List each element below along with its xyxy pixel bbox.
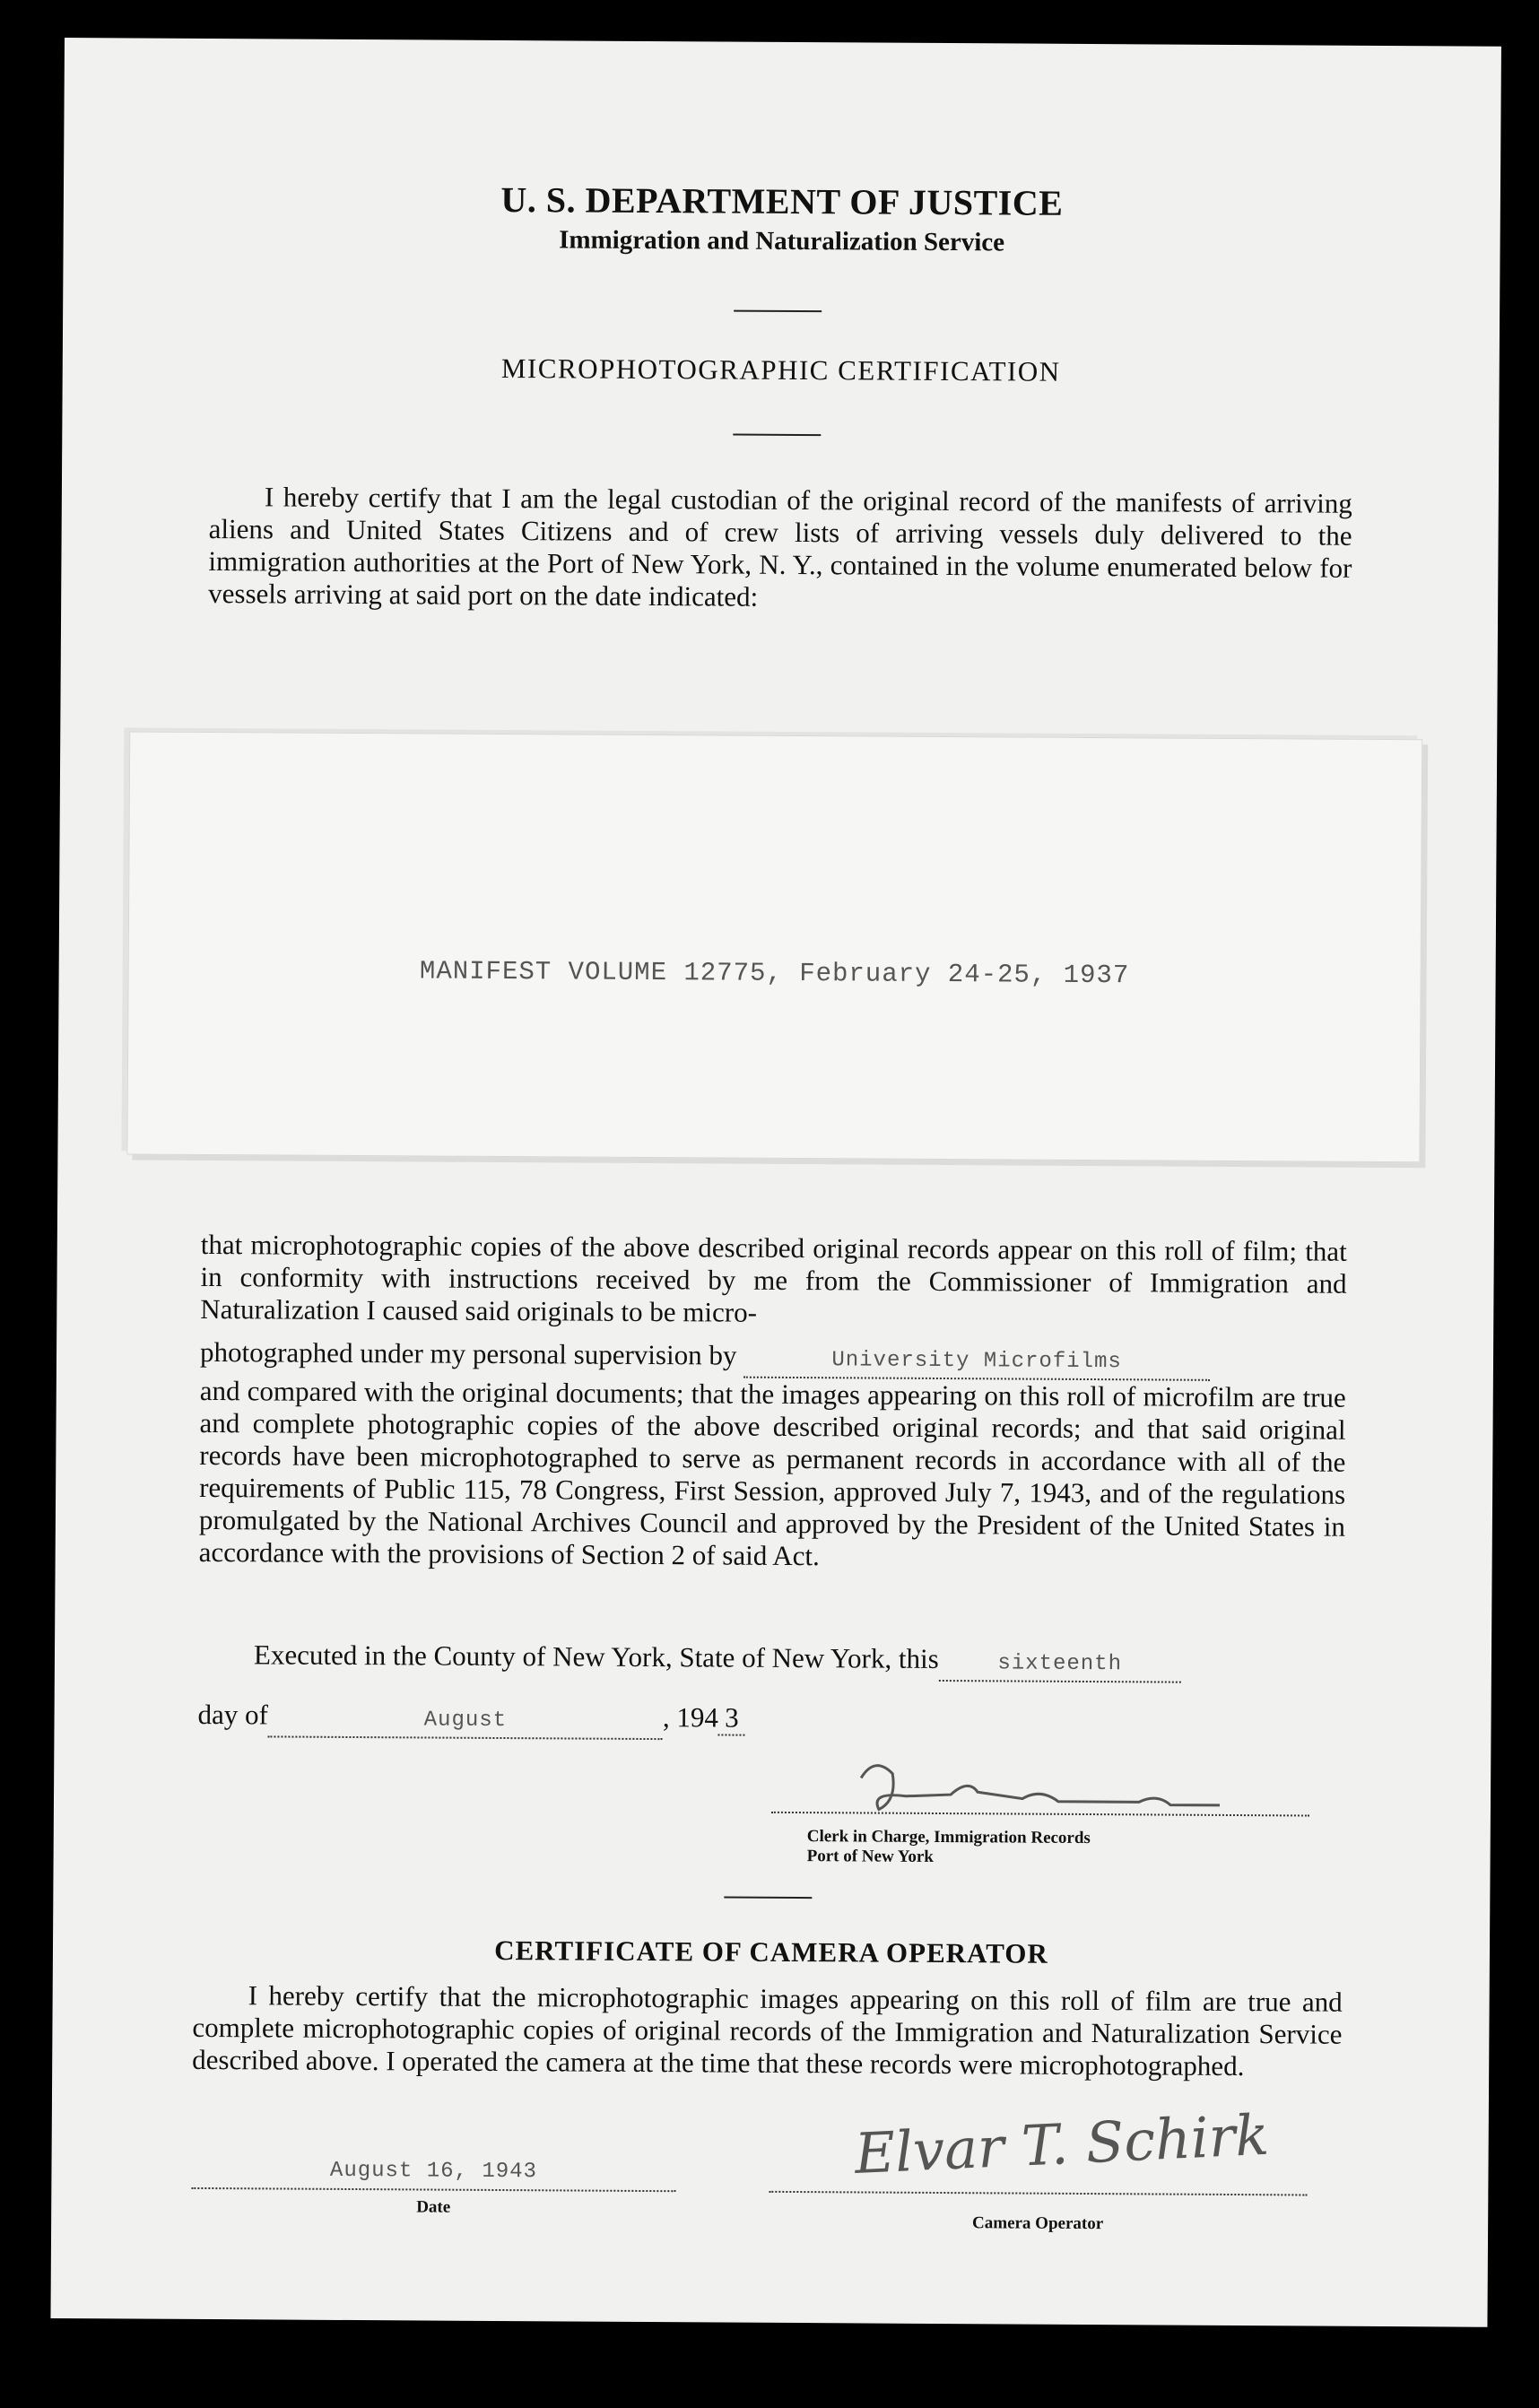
body-paragraph <box>199 1229 1347 1576</box>
camera-text: I hereby certify that the microphotographic images appearing on this roll of film are true and complete microphotographic copies of original records of the Immigration and Naturalization Service described above. I operated the camera at the time that these records were microphotographed. <box>192 1979 1343 2082</box>
day-field: sixteenth <box>939 1647 1181 1683</box>
year-digit-field: 3 <box>718 1701 745 1735</box>
certification-title: MICROPHOTOGRAPHIC CERTIFICATION <box>500 352 1061 387</box>
intro-text: I hereby certify that I am the legal custodian of the original record of the manifests of arriving aliens and United States Citizens and of crew lists of arriving vessels duly delivered to the immigration authorities at the Port of New York, N. Y., contained in the volume enumerated below for vessels arriving at said port on the date indicated: <box>208 481 1352 613</box>
year-prefix: , 194 <box>662 1701 719 1734</box>
certificate-page <box>50 38 1501 2327</box>
execution-prefix: Executed in the County of New York, State of New York, this <box>253 1639 939 1674</box>
camera-date-label: Date <box>416 2197 451 2217</box>
date-line <box>197 1699 1343 1744</box>
camera-operator-line <box>769 2191 1307 2196</box>
camera-date-line <box>191 2187 675 2192</box>
clerk-title <box>807 1827 1309 1869</box>
day-of-label: day of <box>197 1698 269 1731</box>
body-text-1: that microphotographic copies of the above described original records appear on this roll of film; that in conformity with instructions received by me from the Commissioner of Immigration and Naturalization I caused said originals to be micro- <box>200 1228 1347 1328</box>
intro-paragraph <box>208 481 1352 617</box>
manifest-description: MANIFEST VOLUME 12775, February 24-25, 1937 <box>419 956 1130 991</box>
camera-operator-heading: CERTIFICATE OF CAMERA OPERATOR <box>494 1934 1048 1969</box>
body-text-2: and compared with the original documents; that the images appearing on this roll of microfilm are true and complete photographic copies of the above described original records; and that said original records have been microphotographed to serve as permanent records in accordance with all of the requirements of Public 115, 78 Congress, First Session, approved July 7, 1943, and of the regulations promulgated by the National Archives Council and approved by the President of the United States in accordance with the provisions of Section 2 of said Act. <box>198 1374 1346 1572</box>
month-field: August <box>268 1703 663 1740</box>
clerk-title-line1: Clerk in Charge, Immigration Records <box>806 1827 1091 1848</box>
camera-paragraph <box>192 1979 1343 2083</box>
camera-date-field: August 16, 1943 <box>329 2158 538 2185</box>
camera-operator-signature: Elvar T. Schirk <box>853 2101 1271 2187</box>
supervisor-field: University Microfilms <box>743 1344 1210 1381</box>
service-subheading: Immigration and Naturalization Service <box>559 225 1005 257</box>
divider <box>734 310 822 313</box>
supervision-prefix: photographed under my personal supervision by <box>199 1335 737 1371</box>
department-heading: U. S. DEPARTMENT OF JUSTICE <box>500 178 1064 223</box>
divider <box>724 1897 812 1899</box>
execution-line <box>198 1639 1344 1684</box>
clerk-title-line2: Port of New York <box>806 1847 934 1866</box>
camera-operator-label: Camera Operator <box>971 2213 1104 2234</box>
record-slip <box>126 731 1422 1162</box>
divider <box>733 434 821 437</box>
